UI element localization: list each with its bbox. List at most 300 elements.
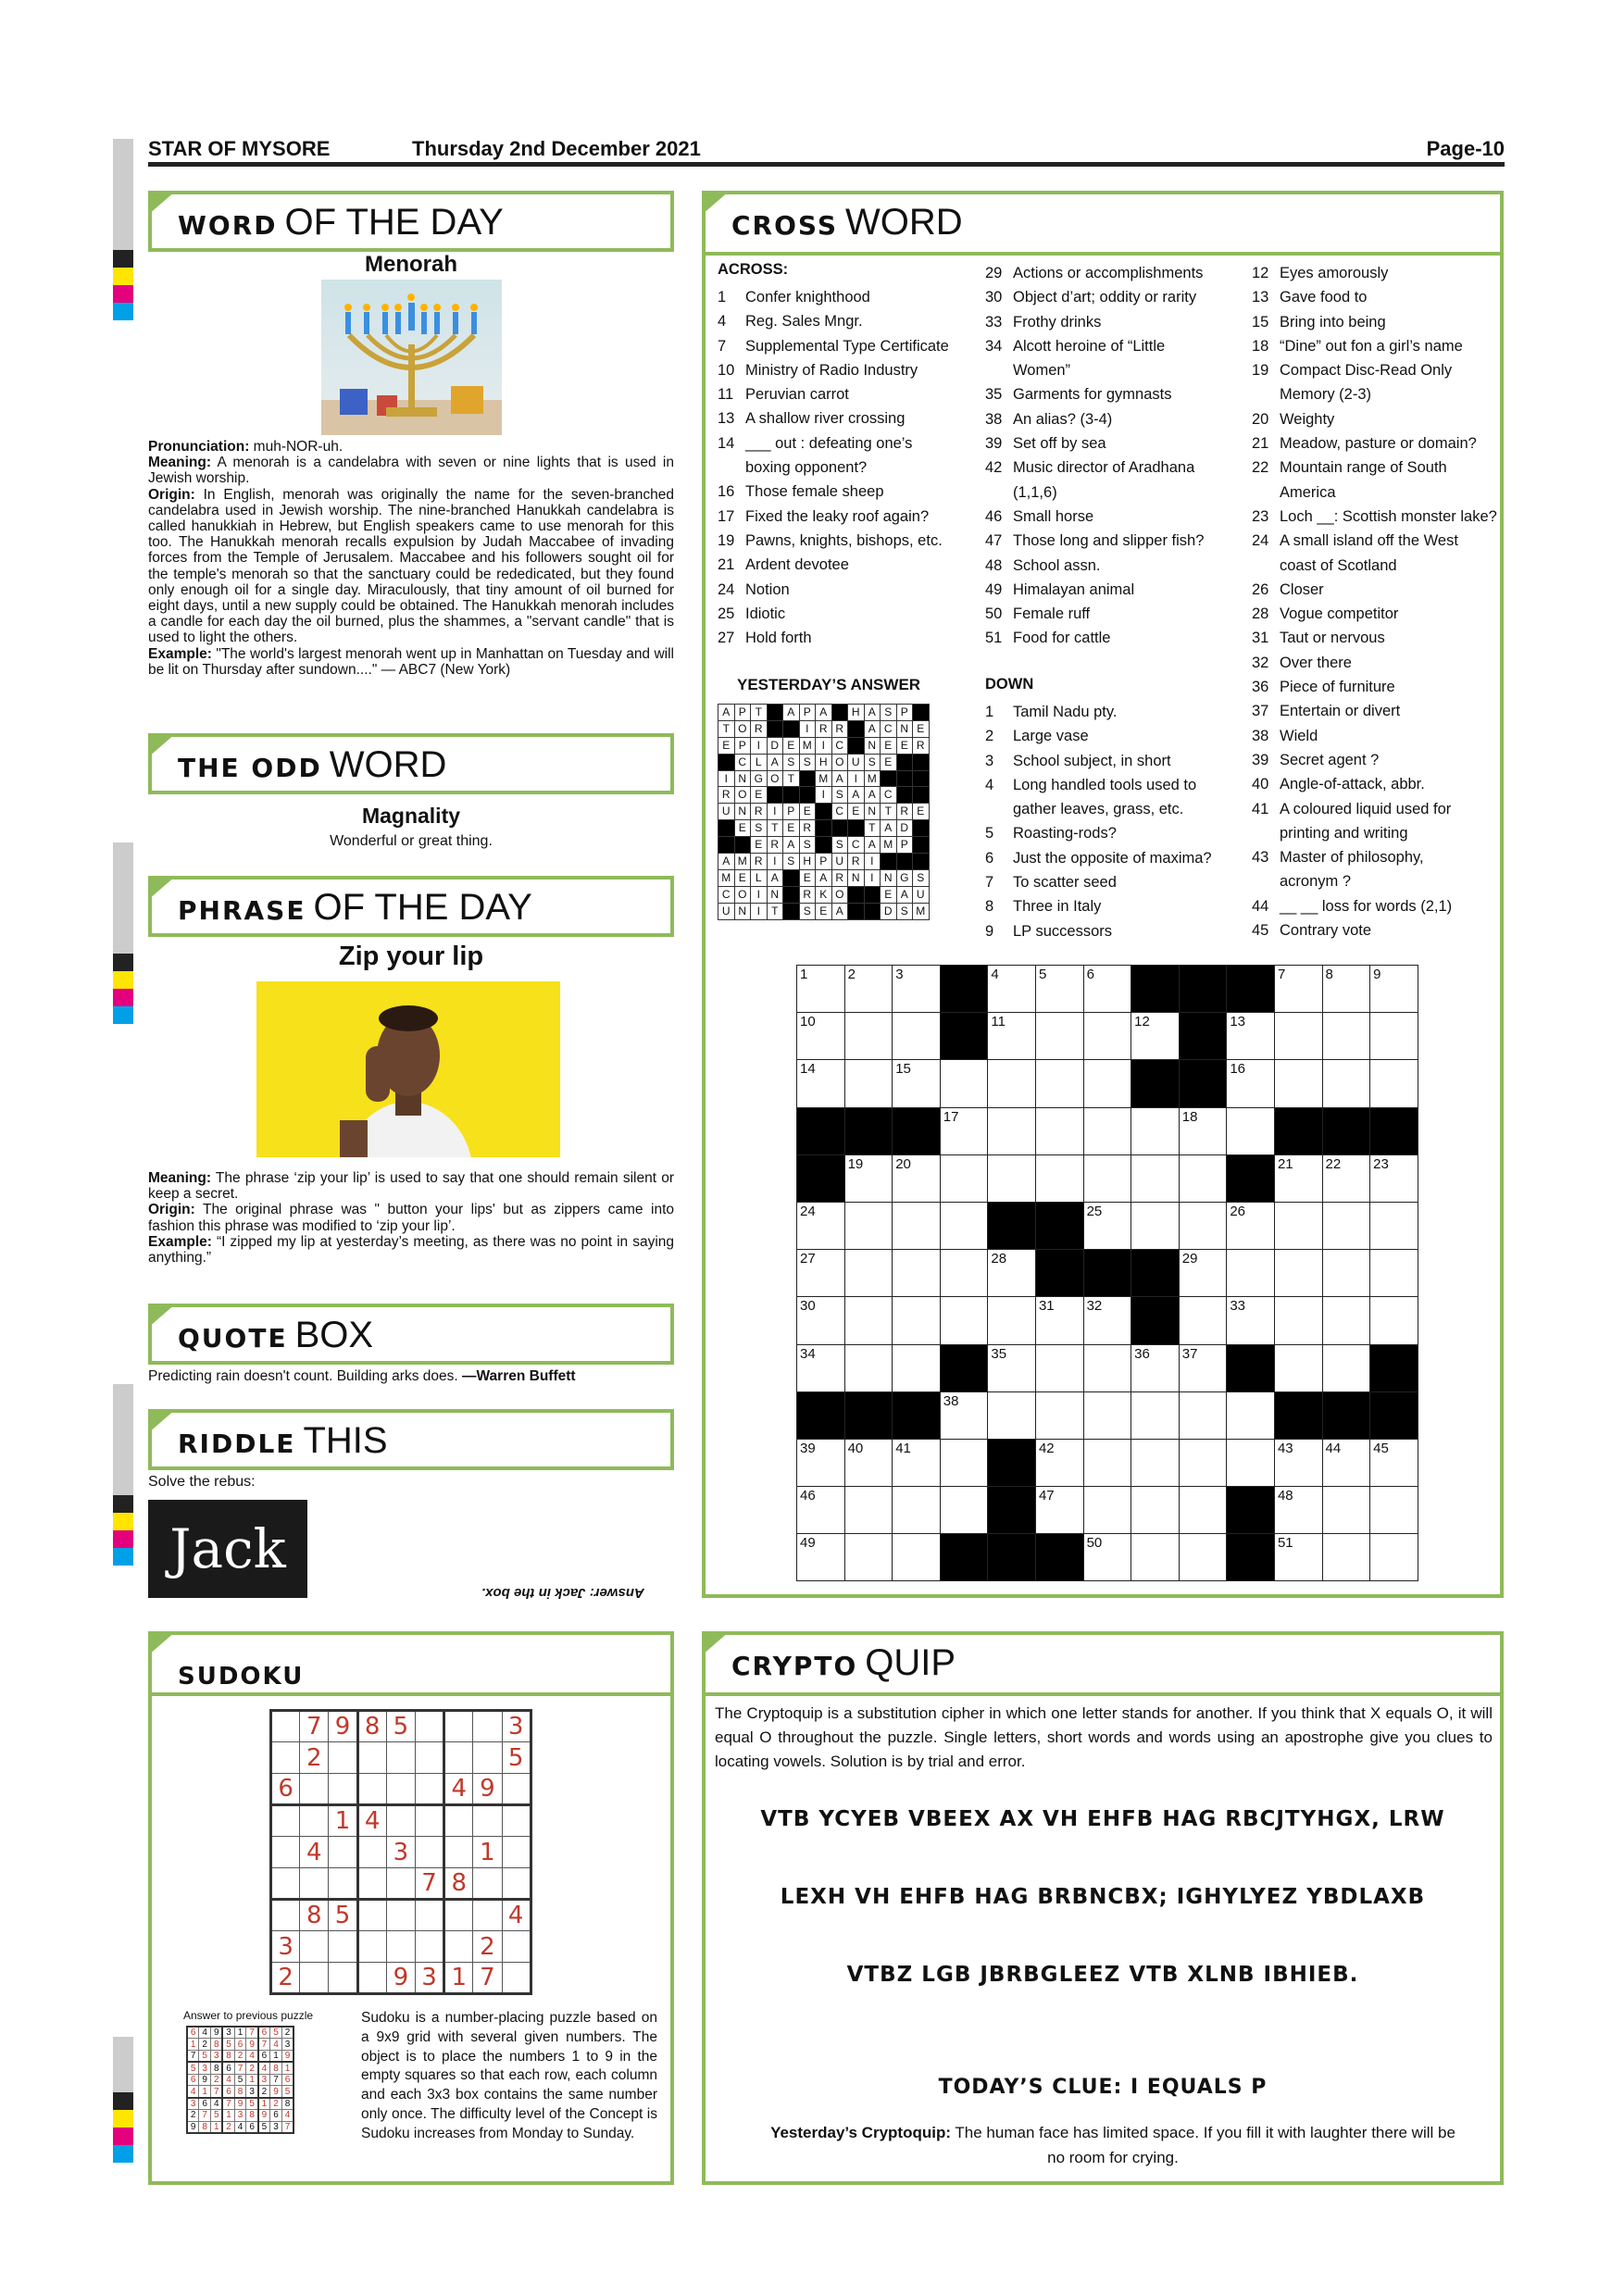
crossword-cell[interactable]: [1035, 1013, 1083, 1060]
answer-cell: [718, 820, 735, 837]
sudoku-cell: 3: [271, 1931, 300, 1963]
crossword-cell[interactable]: [988, 1154, 1036, 1202]
crossword-cell: [988, 1202, 1036, 1249]
sudoku-cell[interactable]: [271, 1711, 300, 1742]
clue-line: 19 Pawns, knights, bishops, etc.: [718, 531, 943, 549]
crossword-cell[interactable]: [1131, 1391, 1180, 1439]
crossword-cell[interactable]: [1227, 1107, 1275, 1154]
crossword-cell[interactable]: [1274, 1344, 1322, 1391]
crossword-cell[interactable]: [844, 1013, 893, 1060]
crossword-cell[interactable]: [1083, 1487, 1131, 1534]
answer-cell: C: [831, 804, 848, 820]
sudoku-cell[interactable]: [415, 1931, 443, 1963]
clue-line: 4 Reg. Sales Mngr.: [718, 313, 863, 331]
crossword-cell[interactable]: [1131, 1107, 1180, 1154]
cryptoquip-intro: The Cryptoquip is a substitution cipher in which one letter stands for another. If you think that X equals O, it will equal O throughout the puzzle. Single letters, short words and words using an apostrophe give you clues to locating vowels. Solution is by trial and error.: [715, 1704, 1493, 1770]
crossword-cell[interactable]: [1322, 1250, 1370, 1297]
crossword-cell[interactable]: 30: [797, 1297, 845, 1344]
crossword-cell[interactable]: 39: [797, 1439, 845, 1486]
clue-line: 9 LP successors: [985, 922, 1112, 940]
sudoku-cell[interactable]: [444, 1711, 473, 1742]
answer-cell: [896, 787, 913, 804]
crossword-cell[interactable]: [1370, 1013, 1418, 1060]
crossword-grid[interactable]: [796, 965, 1418, 1581]
answer-cell: [913, 770, 930, 787]
clue-line: 45 Contrary vote: [1252, 922, 1372, 940]
crossword-cell[interactable]: [1179, 1391, 1227, 1439]
crossword-cell[interactable]: [1083, 1344, 1131, 1391]
sudoku-cell[interactable]: [357, 1900, 386, 1931]
crossword-cell[interactable]: [1083, 1060, 1131, 1107]
sudoku-cell: 9: [281, 2051, 294, 2063]
crossword-cell[interactable]: 20: [893, 1154, 941, 1202]
sudoku-cell: 2: [258, 2086, 270, 2098]
clue-line: America: [1280, 483, 1336, 501]
answer-cell: I: [799, 720, 816, 737]
crossword-cell[interactable]: 40: [844, 1439, 893, 1486]
across-clues-2: [985, 261, 1204, 651]
crossword-cell[interactable]: [988, 1297, 1036, 1344]
crossword-cell[interactable]: [1370, 1250, 1418, 1297]
sudoku-cell: 8: [199, 2121, 211, 2133]
sudoku-cell[interactable]: [386, 1868, 415, 1900]
sudoku-cell[interactable]: [473, 1711, 502, 1742]
crossword-cell[interactable]: [1227, 1439, 1275, 1486]
crossword-cell: [988, 1487, 1036, 1534]
sudoku-cell: 7: [270, 2074, 282, 2086]
crossword-cell[interactable]: [1370, 1487, 1418, 1534]
clue-line: 20 Weighty: [1252, 410, 1335, 428]
sudoku-cell[interactable]: [386, 1742, 415, 1774]
clue-line: Women”: [1013, 362, 1071, 380]
crossword-cell[interactable]: [940, 1487, 988, 1534]
crossword-cell[interactable]: [1227, 1250, 1275, 1297]
answer-cell: S: [783, 754, 800, 770]
crossword-cell[interactable]: [893, 1344, 941, 1391]
crossword-cell[interactable]: [844, 1487, 893, 1534]
answer-cell: M: [718, 869, 735, 886]
clue-line: 38 Wield: [1252, 727, 1318, 744]
crossword-cell[interactable]: [1274, 1250, 1322, 1297]
sudoku-cell: 6: [187, 2027, 199, 2039]
sudoku-cell[interactable]: [502, 1868, 531, 1900]
answer-cell: I: [767, 804, 783, 820]
crossword-cell[interactable]: 21: [1274, 1154, 1322, 1202]
sudoku-cell: 3: [222, 2027, 234, 2039]
crossword-cell[interactable]: 24: [797, 1202, 845, 1249]
sudoku-cell[interactable]: [415, 1711, 443, 1742]
crossword-cell: [1035, 1250, 1083, 1297]
crossword-cell[interactable]: [1179, 1202, 1227, 1249]
crossword-cell[interactable]: 6: [1083, 966, 1131, 1013]
answer-cell: S: [799, 903, 816, 919]
sudoku-cell: 1: [199, 2086, 211, 2098]
crossword-cell[interactable]: 2: [844, 966, 893, 1013]
sudoku-cell[interactable]: [329, 1742, 357, 1774]
clue-line: 4 Long handled tools used to: [985, 776, 1197, 793]
sudoku-cell[interactable]: [300, 1805, 329, 1837]
crossword-cell[interactable]: [1274, 1202, 1322, 1249]
sudoku-cell[interactable]: [300, 1931, 329, 1963]
crossword-cell[interactable]: [1274, 1297, 1322, 1344]
sudoku-cell: 2: [187, 2110, 199, 2122]
crossword-cell: [1035, 1534, 1083, 1581]
crossword-cell[interactable]: [1035, 1107, 1083, 1154]
crossword-cell[interactable]: 12: [1131, 1013, 1180, 1060]
crossword-cell[interactable]: 9: [1370, 966, 1418, 1013]
crossword-cell[interactable]: 27: [797, 1250, 845, 1297]
sudoku-cell: 7: [222, 2098, 234, 2110]
sudoku-cell: 3: [187, 2098, 199, 2110]
crossword-cell: [1322, 1391, 1370, 1439]
crossword-cell[interactable]: 32: [1083, 1297, 1131, 1344]
crossword-cell[interactable]: [940, 1060, 988, 1107]
crossword-cell[interactable]: 48: [1274, 1487, 1322, 1534]
answer-cell: S: [831, 787, 848, 804]
cryptoquip-box: CRYPTO QUIP The Cryptoquip is a substitution cipher in which one letter stands for another. If you think that X equals O, it will equal O throughout the puzzle. Single letters, short words and words using an apostrophe give you clues to locating vowels. Solution is by trial and error. VTB YCYEB VBEEX AX VH EHFB HAG RBCJTYHGX, LRW LEXH VH EHFB HAG BRBNCBX; IGHYLYEZ YBDLAXB VTBZ LGB JBRBGLEEZ VTB XLNB IBHIEB. TODAY’S CLUE: I EQUALS P Yesterday’s Cryptoquip: The human face has limited space. If you fill it with laughter there will be no room for crying.: [702, 1631, 1504, 2185]
crossword-cell[interactable]: [1131, 1487, 1180, 1534]
crossword-cell[interactable]: 37: [1179, 1344, 1227, 1391]
crossword-cell[interactable]: [1370, 1534, 1418, 1581]
sudoku-cell[interactable]: [357, 1837, 386, 1868]
clue-line: 14 ___ out : defeating one’s: [718, 434, 913, 452]
crossword-cell[interactable]: [940, 1202, 988, 1249]
crossword-cell: [1083, 1250, 1131, 1297]
answer-cell: T: [767, 820, 783, 837]
crossword-cell: [988, 1534, 1036, 1581]
crossword-cell[interactable]: [844, 1534, 893, 1581]
sudoku-cell[interactable]: [386, 1931, 415, 1963]
crossword-cell[interactable]: [844, 1060, 893, 1107]
crossword-cell[interactable]: [1083, 1154, 1131, 1202]
clue-line: printing and writing: [1280, 824, 1408, 842]
sudoku-cell[interactable]: [502, 1837, 531, 1868]
answer-cell: A: [864, 720, 881, 737]
crossword-cell[interactable]: 31: [1035, 1297, 1083, 1344]
crossword-cell[interactable]: 22: [1322, 1154, 1370, 1202]
across-clues-1: [718, 285, 949, 650]
crossword-cell[interactable]: 14: [797, 1060, 845, 1107]
crossword-cell[interactable]: [893, 1487, 941, 1534]
crossword-cell[interactable]: [1035, 1344, 1083, 1391]
sudoku-cell: 2: [199, 2039, 211, 2051]
sudoku-cell: 7: [300, 1711, 329, 1742]
crossword-cell[interactable]: [844, 1250, 893, 1297]
crossword-cell[interactable]: [1131, 1154, 1180, 1202]
crossword-cell[interactable]: 38: [940, 1391, 988, 1439]
clue-line: 15 Bring into being: [1252, 313, 1386, 331]
crossword-cell[interactable]: 15: [893, 1060, 941, 1107]
crossword-cell[interactable]: [1322, 1060, 1370, 1107]
crossword-cell[interactable]: [1083, 1439, 1131, 1486]
crossword-cell[interactable]: [1035, 1154, 1083, 1202]
crossword-cell: [1131, 1250, 1180, 1297]
sudoku-cell[interactable]: [473, 1805, 502, 1837]
crossword-cell[interactable]: [1370, 1060, 1418, 1107]
crossword-cell[interactable]: [1179, 1534, 1227, 1581]
sudoku-cell[interactable]: [502, 1931, 531, 1963]
sudoku-cell[interactable]: [329, 1774, 357, 1805]
answer-cell: [783, 869, 800, 886]
crossword-cell[interactable]: 29: [1179, 1250, 1227, 1297]
crossword-cell[interactable]: 3: [893, 966, 941, 1013]
answer-cell: P: [816, 854, 832, 870]
answer-cell: R: [816, 720, 832, 737]
sudoku-cell: 6: [270, 2110, 282, 2122]
crossword-cell[interactable]: 13: [1227, 1013, 1275, 1060]
answer-cell: A: [864, 837, 881, 854]
crossword-cell[interactable]: 34: [797, 1344, 845, 1391]
crossword-cell[interactable]: 10: [797, 1013, 845, 1060]
clue-line: 48 School assn.: [985, 556, 1101, 574]
crossword-cell[interactable]: [1370, 1297, 1418, 1344]
crossword-cell[interactable]: 26: [1227, 1202, 1275, 1249]
sudoku-cell[interactable]: [473, 1900, 502, 1931]
sudoku-cell[interactable]: [386, 1900, 415, 1931]
crossword-cell[interactable]: [1322, 1344, 1370, 1391]
sudoku-cell[interactable]: [444, 1931, 473, 1963]
crossword-cell[interactable]: [1322, 1297, 1370, 1344]
crossword-cell[interactable]: 16: [1227, 1060, 1275, 1107]
sudoku-cell: 8: [281, 2098, 294, 2110]
sudoku-cell: 1: [281, 2062, 294, 2074]
crossword-cell[interactable]: [844, 1202, 893, 1249]
sudoku-cell: 4: [211, 2098, 223, 2110]
crossword-cell[interactable]: 23: [1370, 1154, 1418, 1202]
crossword-cell[interactable]: [1322, 1487, 1370, 1534]
crossword-cell[interactable]: [893, 1534, 941, 1581]
crossword-cell[interactable]: 11: [988, 1013, 1036, 1060]
answer-cell: A: [864, 787, 881, 804]
crossword-cell[interactable]: 45: [1370, 1439, 1418, 1486]
sudoku-cell[interactable]: [329, 1837, 357, 1868]
crossword-cell[interactable]: [893, 1013, 941, 1060]
sudoku-cell[interactable]: [386, 1774, 415, 1805]
crossword-cell[interactable]: [1083, 1013, 1131, 1060]
answer-cell: N: [864, 804, 881, 820]
clue-line: 22 Mountain range of South: [1252, 459, 1447, 477]
sudoku-cell: 6: [258, 2027, 270, 2039]
crossword-cell[interactable]: 44: [1322, 1439, 1370, 1486]
sudoku-cell[interactable]: [444, 1805, 473, 1837]
answer-cell: [864, 886, 881, 903]
crossword-cell[interactable]: [1083, 1391, 1131, 1439]
sudoku-cell: 3: [234, 2110, 246, 2122]
crossword-cell[interactable]: [1274, 1060, 1322, 1107]
crossword-cell[interactable]: [940, 1154, 988, 1202]
sudoku-cell[interactable]: [415, 1837, 443, 1868]
clue-line: 32 Over there: [1252, 654, 1352, 671]
crossword-cell[interactable]: 36: [1131, 1344, 1180, 1391]
sudoku-cell: 1: [211, 2121, 223, 2133]
crossword-cell[interactable]: [1179, 1487, 1227, 1534]
sudoku-cell[interactable]: [502, 1805, 531, 1837]
answer-cell: E: [783, 820, 800, 837]
menorah-image: [321, 280, 502, 435]
crossword-cell[interactable]: [893, 1202, 941, 1249]
answer-cell: H: [816, 754, 832, 770]
sudoku-cell: 5: [222, 2039, 234, 2051]
clue-line: 35 Garments for gymnasts: [985, 386, 1172, 404]
answer-cell: R: [799, 820, 816, 837]
crossword-cell[interactable]: 41: [893, 1439, 941, 1486]
sudoku-cell: 7: [211, 2086, 223, 2098]
sudoku-cell: 9: [386, 1963, 415, 1994]
sudoku-cell[interactable]: [271, 1742, 300, 1774]
crossword-cell[interactable]: 5: [1035, 966, 1083, 1013]
sudoku-cell[interactable]: [357, 1774, 386, 1805]
sudoku-cell[interactable]: [300, 1963, 329, 1994]
sudoku-cell[interactable]: [357, 1931, 386, 1963]
clue-line: (1,1,6): [1013, 483, 1057, 501]
sudoku-cell[interactable]: [357, 1742, 386, 1774]
answer-cell: I: [751, 903, 768, 919]
answer-cell: E: [848, 804, 865, 820]
sudoku-cell[interactable]: [502, 1774, 531, 1805]
crossword-cell: [797, 1107, 845, 1154]
clue-line: 51 Food for cattle: [985, 630, 1111, 647]
sudoku-cell[interactable]: [415, 1805, 443, 1837]
answer-cell: M: [799, 737, 816, 754]
crossword-cell[interactable]: 42: [1035, 1439, 1083, 1486]
crossword-cell[interactable]: 43: [1274, 1439, 1322, 1486]
sudoku-cell: 9: [199, 2074, 211, 2086]
sudoku-cell: 9: [234, 2098, 246, 2110]
crossword-cell[interactable]: [1035, 1391, 1083, 1439]
answer-cell: [799, 787, 816, 804]
sudoku-cell: 6: [199, 2098, 211, 2110]
sudoku-cell[interactable]: [444, 1837, 473, 1868]
crossword-cell[interactable]: [1131, 1202, 1180, 1249]
sudoku-cell: 5: [502, 1742, 531, 1774]
answer-cell: S: [751, 820, 768, 837]
answer-cell: [896, 770, 913, 787]
answer-cell: [718, 754, 735, 770]
sudoku-cell[interactable]: [329, 1931, 357, 1963]
sudoku-cell[interactable]: [473, 1742, 502, 1774]
crossword-cell[interactable]: 19: [844, 1154, 893, 1202]
sudoku-cell[interactable]: [271, 1868, 300, 1900]
sudoku-cell[interactable]: [386, 1805, 415, 1837]
crossword-cell[interactable]: [1131, 1439, 1180, 1486]
quote-header: QUOTE BOX: [148, 1304, 674, 1365]
yesterday-answer-label: YESTERDAY’S ANSWER: [737, 676, 921, 693]
clue-line: 26 Closer: [1252, 580, 1324, 598]
answer-cell: [881, 854, 897, 870]
sudoku-cell[interactable]: [271, 1805, 300, 1837]
crossword-cell[interactable]: [1083, 1107, 1131, 1154]
crossword-cell[interactable]: 25: [1083, 1202, 1131, 1249]
crossword-cell[interactable]: [1322, 1202, 1370, 1249]
answer-cell: [864, 903, 881, 919]
sudoku-cell[interactable]: [415, 1900, 443, 1931]
sudoku-cell[interactable]: [502, 1963, 531, 1994]
sudoku-cell[interactable]: [271, 1837, 300, 1868]
crossword-cell[interactable]: [1179, 1154, 1227, 1202]
sudoku-cell: 1: [444, 1963, 473, 1994]
answer-cell: L: [751, 754, 768, 770]
crossword-cell[interactable]: [1035, 1060, 1083, 1107]
answer-cell: M: [913, 903, 930, 919]
sudoku-cell: 5: [187, 2062, 199, 2074]
print-marks: [113, 1384, 133, 1566]
crossword-cell[interactable]: [988, 1107, 1036, 1154]
crossword-cell[interactable]: [1274, 1013, 1322, 1060]
crossword-cell[interactable]: [1322, 1013, 1370, 1060]
page-number: Page-10: [1426, 137, 1505, 160]
crossword-cell[interactable]: 35: [988, 1344, 1036, 1391]
crossword-cell[interactable]: [844, 1297, 893, 1344]
sudoku-cell[interactable]: [300, 1774, 329, 1805]
crossword-cell[interactable]: 28: [988, 1250, 1036, 1297]
answer-cell: I: [864, 854, 881, 870]
crossword-cell[interactable]: 7: [1274, 966, 1322, 1013]
answer-cell: R: [831, 720, 848, 737]
clue-line: 18 “Dine” out fon a girl’s name: [1252, 337, 1463, 355]
sudoku-cell: 4: [270, 2039, 282, 2051]
clue-line: gather leaves, grass, etc.: [1013, 801, 1184, 818]
crossword-cell[interactable]: [940, 1250, 988, 1297]
crossword-cell[interactable]: [1179, 1439, 1227, 1486]
crossword-cell[interactable]: [1179, 1297, 1227, 1344]
sudoku-cell[interactable]: [415, 1742, 443, 1774]
crossword-cell[interactable]: [988, 1060, 1036, 1107]
sudoku-cell[interactable]: [329, 1963, 357, 1994]
crossword-cell[interactable]: 50: [1083, 1534, 1131, 1581]
answer-cell: T: [864, 820, 881, 837]
sudoku-cell[interactable]: [271, 1900, 300, 1931]
sudoku-cell[interactable]: [300, 1868, 329, 1900]
crossword-cell[interactable]: 47: [1035, 1487, 1083, 1534]
sudoku-cell: 1: [222, 2110, 234, 2122]
sudoku-cell[interactable]: [329, 1868, 357, 1900]
sudoku-cell: 5: [199, 2051, 211, 2063]
clue-line: 16 Those female sheep: [718, 483, 884, 501]
sudoku-cell[interactable]: [357, 1963, 386, 1994]
answer-cell: [913, 854, 930, 870]
crossword-cell[interactable]: 4: [988, 966, 1036, 1013]
sudoku-cell[interactable]: [357, 1868, 386, 1900]
crossword-cell[interactable]: 46: [797, 1487, 845, 1534]
sudoku-cell[interactable]: [473, 1868, 502, 1900]
crossword-cell[interactable]: [1131, 1534, 1180, 1581]
clue-line: 1 Tamil Nadu pty.: [985, 704, 1118, 720]
sudoku-cell: 5: [329, 1900, 357, 1931]
crossword-cell[interactable]: 17: [940, 1107, 988, 1154]
sudoku-cell[interactable]: [415, 1774, 443, 1805]
crossword-cell[interactable]: 18: [1179, 1107, 1227, 1154]
sudoku-cell: 3: [386, 1837, 415, 1868]
sudoku-cell[interactable]: [444, 1900, 473, 1931]
crossword-cell[interactable]: [988, 1391, 1036, 1439]
crossword-cell[interactable]: [893, 1250, 941, 1297]
crossword-cell[interactable]: [1370, 1202, 1418, 1249]
crossword-cell[interactable]: [1322, 1534, 1370, 1581]
crossword-cell[interactable]: [844, 1344, 893, 1391]
answer-cell: D: [881, 903, 897, 919]
crossword-cell[interactable]: 51: [1274, 1534, 1322, 1581]
sudoku-cell[interactable]: [444, 1742, 473, 1774]
crossword-cell[interactable]: [940, 1439, 988, 1486]
crossword-cell[interactable]: 8: [1322, 966, 1370, 1013]
crossword-cell[interactable]: [940, 1297, 988, 1344]
crossword-cell[interactable]: [893, 1297, 941, 1344]
sudoku-grid[interactable]: [269, 1709, 532, 1995]
crossword-cell[interactable]: [1227, 1391, 1275, 1439]
crossword-cell[interactable]: 33: [1227, 1297, 1275, 1344]
crossword-cell[interactable]: 49: [797, 1534, 845, 1581]
crossword-cell[interactable]: 1: [797, 966, 845, 1013]
